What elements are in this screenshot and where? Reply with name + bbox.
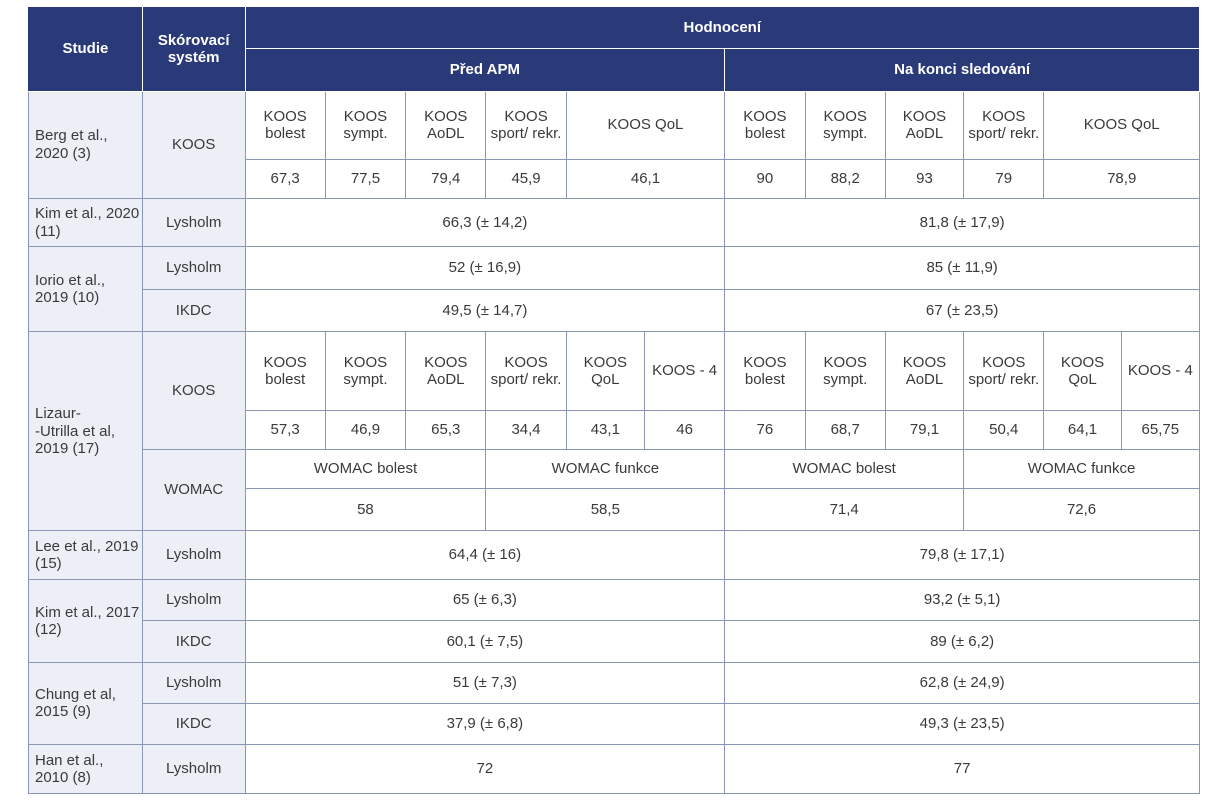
system-cell: KOOS xyxy=(142,91,245,198)
outcomes-table xyxy=(28,6,1200,794)
study-lizaur-utrilla xyxy=(29,332,143,531)
koos-label: KOOS sport/ rekr. xyxy=(486,332,566,410)
value-pre: 72 xyxy=(245,745,725,794)
system-cell: IKDC xyxy=(142,289,245,331)
koos-label: KOOS sport/ rekr. xyxy=(964,332,1044,410)
value-cell: 58 xyxy=(245,488,486,530)
header-pred-apm: Před APM xyxy=(245,49,725,91)
table-row xyxy=(29,449,1200,488)
system-cell: IKDC xyxy=(142,621,245,662)
study-iorio: Iorio et al., 2019 (10) xyxy=(29,247,143,332)
header-na-konci: Na konci sledování xyxy=(725,49,1200,91)
value-pre: 66,3 (± 14,2) xyxy=(245,198,725,247)
value-cell: 79 xyxy=(964,159,1044,198)
koos-label: KOOS QoL xyxy=(566,91,725,159)
value-pre: 65 (± 6,3) xyxy=(245,579,725,620)
koos-label: KOOS sport/ rekr. xyxy=(964,91,1044,159)
value-cell: 45,9 xyxy=(486,159,566,198)
system-cell: Lysholm xyxy=(142,531,245,580)
system-cell: Lysholm xyxy=(142,745,245,794)
value-cell: 67,3 xyxy=(245,159,325,198)
koos-label: KOOS AoDL xyxy=(885,332,963,410)
table-row xyxy=(29,289,1200,331)
value-cell: 93 xyxy=(885,159,963,198)
table-row xyxy=(29,531,1200,580)
value-cell: 46,9 xyxy=(325,410,405,449)
koos-label: KOOS QoL xyxy=(1044,332,1121,410)
koos-label: KOOS sympt. xyxy=(805,91,885,159)
table-row xyxy=(29,662,1200,703)
value-pre: 49,5 (± 14,7) xyxy=(245,289,725,331)
study-lizaur-utrilla-text: Lizaur- -Utrilla et al, 2019 (17) xyxy=(35,405,116,457)
value-cell: 57,3 xyxy=(245,410,325,449)
value-cell: 43,1 xyxy=(566,410,644,449)
value-post: 89 (± 6,2) xyxy=(725,621,1200,662)
table-row xyxy=(29,579,1200,620)
value-cell: 65,3 xyxy=(406,410,486,449)
value-post: 49,3 (± 23,5) xyxy=(725,703,1200,744)
koos-label: KOOS - 4 xyxy=(1121,332,1199,410)
study-lee: Lee et al., 2019 (15) xyxy=(29,531,143,580)
system-cell: WOMAC xyxy=(142,449,245,531)
koos-label: KOOS AoDL xyxy=(885,91,963,159)
value-post: 93,2 (± 5,1) xyxy=(725,579,1200,620)
value-cell: 72,6 xyxy=(964,488,1200,530)
value-pre: 51 (± 7,3) xyxy=(245,662,725,703)
koos-label: KOOS QoL xyxy=(566,332,644,410)
study-han: Han et al., 2010 (8) xyxy=(29,745,143,794)
value-cell: 64,1 xyxy=(1044,410,1121,449)
table-row xyxy=(29,198,1200,247)
koos-label: KOOS sport/ rekr. xyxy=(486,91,566,159)
value-cell: 58,5 xyxy=(486,488,725,530)
system-cell: Lysholm xyxy=(142,247,245,289)
value-cell: 71,4 xyxy=(725,488,964,530)
system-cell: Lysholm xyxy=(142,198,245,247)
value-post: 81,8 (± 17,9) xyxy=(725,198,1200,247)
value-pre: 64,4 (± 16) xyxy=(245,531,725,580)
table-row xyxy=(29,91,1200,159)
value-post: 85 (± 11,9) xyxy=(725,247,1200,289)
womac-label: WOMAC funkce xyxy=(486,449,725,488)
value-cell: 46,1 xyxy=(566,159,725,198)
header-scoring-system xyxy=(142,7,245,92)
table-row xyxy=(29,621,1200,662)
value-pre: 52 (± 16,9) xyxy=(245,247,725,289)
table-row xyxy=(29,332,1200,410)
value-cell: 50,4 xyxy=(964,410,1044,449)
koos-label: KOOS sympt. xyxy=(805,332,885,410)
value-post: 77 xyxy=(725,745,1200,794)
koos-label: KOOS QoL xyxy=(1044,91,1200,159)
header-studie: Studie xyxy=(29,7,143,92)
table-row xyxy=(29,247,1200,289)
value-post: 67 (± 23,5) xyxy=(725,289,1200,331)
koos-label: KOOS bolest xyxy=(245,332,325,410)
womac-label: WOMAC bolest xyxy=(245,449,486,488)
table-row xyxy=(29,703,1200,744)
value-cell: 46 xyxy=(644,410,724,449)
study-berg: Berg et al., 2020 (3) xyxy=(29,91,143,198)
value-cell: 68,7 xyxy=(805,410,885,449)
koos-label: KOOS AoDL xyxy=(406,91,486,159)
header-hodnoceni: Hodnocení xyxy=(245,7,1200,49)
value-cell: 65,75 xyxy=(1121,410,1199,449)
value-post: 79,8 (± 17,1) xyxy=(725,531,1200,580)
system-cell: KOOS xyxy=(142,332,245,450)
womac-label: WOMAC bolest xyxy=(725,449,964,488)
koos-label: KOOS bolest xyxy=(725,91,805,159)
table-row xyxy=(29,745,1200,794)
value-cell: 78,9 xyxy=(1044,159,1200,198)
value-pre: 60,1 (± 7,5) xyxy=(245,621,725,662)
value-cell: 79,1 xyxy=(885,410,963,449)
value-cell: 79,4 xyxy=(406,159,486,198)
system-cell: IKDC xyxy=(142,703,245,744)
value-cell: 76 xyxy=(725,410,805,449)
koos-label: KOOS bolest xyxy=(245,91,325,159)
value-cell: 90 xyxy=(725,159,805,198)
koos-label: KOOS bolest xyxy=(725,332,805,410)
koos-label: KOOS - 4 xyxy=(644,332,724,410)
system-cell: Lysholm xyxy=(142,579,245,620)
study-kim-2020: Kim et al., 2020 (11) xyxy=(29,198,143,247)
value-cell: 34,4 xyxy=(486,410,566,449)
study-chung: Chung et al, 2015 (9) xyxy=(29,662,143,745)
womac-label: WOMAC funkce xyxy=(964,449,1200,488)
value-post: 62,8 (± 24,9) xyxy=(725,662,1200,703)
koos-label: KOOS sympt. xyxy=(325,332,405,410)
value-cell: 77,5 xyxy=(325,159,405,198)
value-cell: 88,2 xyxy=(805,159,885,198)
koos-label: KOOS sympt. xyxy=(325,91,405,159)
study-kim-2017: Kim et al., 2017 (12) xyxy=(29,579,143,662)
value-pre: 37,9 (± 6,8) xyxy=(245,703,725,744)
koos-label: KOOS AoDL xyxy=(406,332,486,410)
system-cell: Lysholm xyxy=(142,662,245,703)
header-scoring-system-text: Skórovací systém xyxy=(157,31,230,66)
